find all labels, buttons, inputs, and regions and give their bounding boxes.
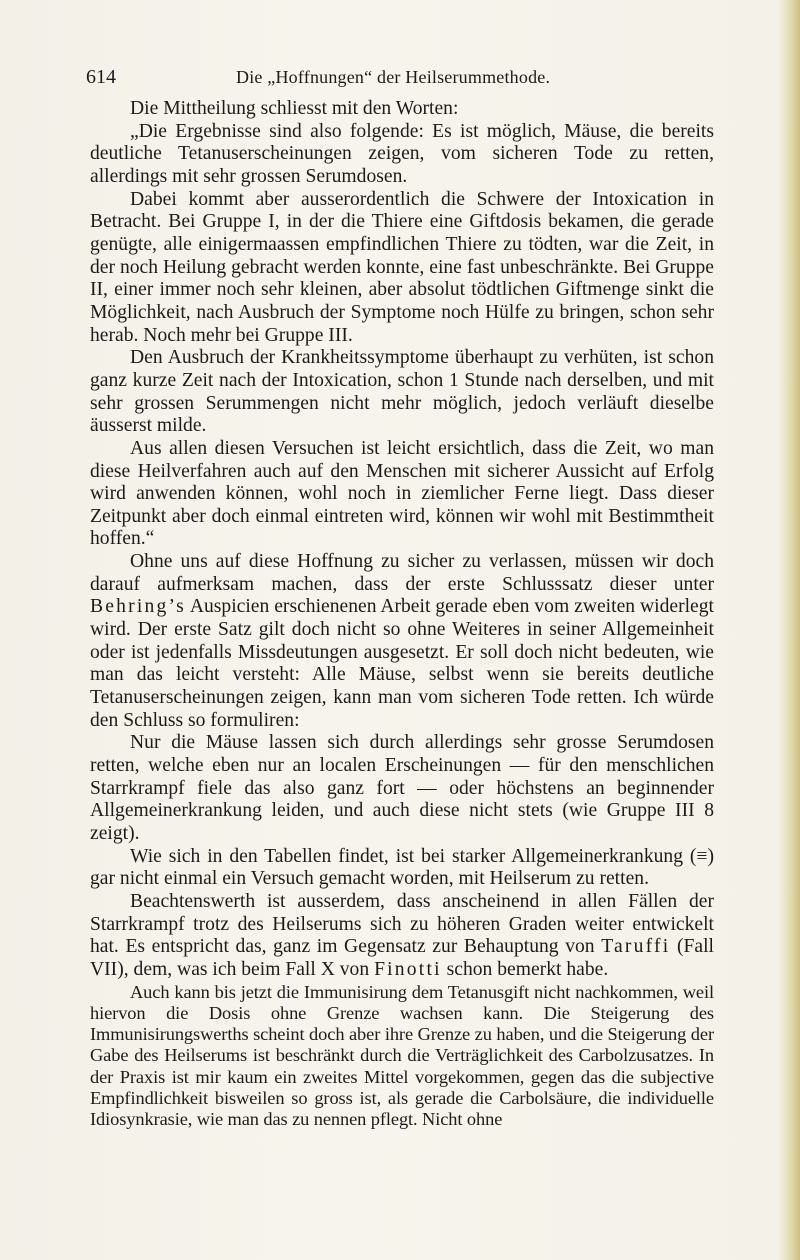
author-name: Taruffi bbox=[601, 936, 671, 958]
paragraph: Auch kann bis jetzt die Immunisirung dem Tetanusgift nicht nachkommen, weil hiervon die Dosis ohne Grenze wachsen kann. Die Steigerung des Immunisirungswerths scheint doch aber ihre Grenze zu haben, und die Steigerung der Gabe des Heilserums ist beschränkt durch die Verträglichkeit des Carbolzusatzes. In der Praxis ist mir kaum ein zweites Mittel vorgekommen, gegen das die subjective Empfindlichkeit bisweilen so gross ist, als gerade die Carbolsäure, die individuelle Idiosynkrasie, wie man das zu nennen pflegt. Nicht ohne bbox=[90, 981, 714, 1130]
text-run: schon bemerkt habe. bbox=[441, 958, 609, 980]
paragraph: Wie sich in den Tabellen findet, ist bei starker Allgemeinerkrankung (≡) gar nicht einmal ein Versuch gemacht worden, mit Heilserum zu retten. bbox=[90, 845, 714, 890]
paragraph: Aus allen diesen Versuchen ist leicht ersichtlich, dass die Zeit, wo man diese Heilverfahren auch auf den Menschen mit sicherer Aussicht auf Erfolg wird anwenden können, wohl noch in ziemlicher Ferne liegt. Dass dieser Zeitpunkt aber doch einmal eintreten wird, können wir wohl mit Bestimmtheit hoffen.“ bbox=[90, 437, 714, 550]
paragraph bbox=[90, 551, 714, 732]
running-title: Die „Hoffnungen“ der Heilserummethode. bbox=[236, 67, 551, 87]
running-header bbox=[86, 64, 726, 90]
page-number: 614 bbox=[86, 66, 116, 88]
author-name: Finotti bbox=[374, 958, 442, 980]
paragraph: Nur die Mäuse lassen sich durch allerdings sehr grosse Serumdosen retten, welche eben nur an localen Erscheinungen — für den menschlichen Starrkrampf fiele das also ganz fort — oder höchstens an beginnender Allgemeinerkrankung leiden, und auch diese nicht stets (wie Gruppe III 8 zeigt). bbox=[90, 732, 714, 844]
paragraph bbox=[90, 891, 714, 982]
author-name: Behring’s bbox=[90, 596, 186, 618]
page-edge-shadow bbox=[778, 0, 800, 1260]
paragraph: Die Mittheilung schliesst mit den Worten: bbox=[130, 98, 459, 119]
paragraph: „Die Ergebnisse sind also folgende: Es ist möglich, Mäuse, die bereits deutliche Tetanuserscheinungen zeigen, vom sicheren Tode zu retten, allerdings mit sehr grossen Serumdosen. bbox=[90, 120, 714, 187]
text-run: (Fall VII), dem, was ich beim Fall X von bbox=[90, 936, 714, 980]
text-run: Auspicien erschienenen Arbeit gerade eben vom zweiten widerlegt wird. Der erste Satz gilt doch nicht so ohne Weiteres in seiner Allgemeinheit oder ist jedenfalls Missdeutungen ausgesetzt. Er soll doch nicht bedeuten, wie man das leicht versteht: Alle Mäuse, selbst wenn sie bereits deutliche Tetanuserscheinungen zeigen, kann man vom sicheren Tode retten. Ich würde den Schluss so formuliren: bbox=[90, 596, 714, 731]
body-text bbox=[90, 98, 714, 1131]
text-run: Beachtenswerth ist ausserdem, dass anscheinend in allen Fällen der Starrkrampf trotz des Heilserums sich zu höheren Graden weiter entwickelt hat. Es entspricht das, ganz im Gegensatz zur Behauptung von bbox=[90, 890, 714, 958]
paragraph: Den Ausbruch der Krankheitssymptome überhaupt zu verhüten, ist schon ganz kurze Zeit nach der Intoxication, schon 1 Stunde nach derselben, und mit sehr grossen Serummengen nicht mehr möglich, jedoch verläuft dieselbe äusserst milde. bbox=[90, 347, 714, 437]
paragraph: Dabei kommt aber ausserordentlich die Schwere der Intoxication in Betracht. Bei Gruppe I, in der die Thiere eine Giftdosis bekamen, die gerade genügte, alle einigermaassen empfindlichen Thiere zu tödten, war die Zeit, in der noch Heilung gebracht werden konnte, eine fast unbeschränkte. Bei Gruppe II, einer immer noch sehr kleinen, aber absolut tödtlichen Giftmenge sinkt die Möglichkeit, nach Ausbruch der Symptome noch Hülfe zu bringen, schon sehr herab. Noch mehr bei Gruppe III. bbox=[90, 188, 714, 346]
text-run: Ohne uns auf diese Hoffnung zu sicher zu verlassen, müssen wir doch darauf aufmerksam machen, dass der erste Schlusssatz dieser unter bbox=[90, 551, 714, 595]
